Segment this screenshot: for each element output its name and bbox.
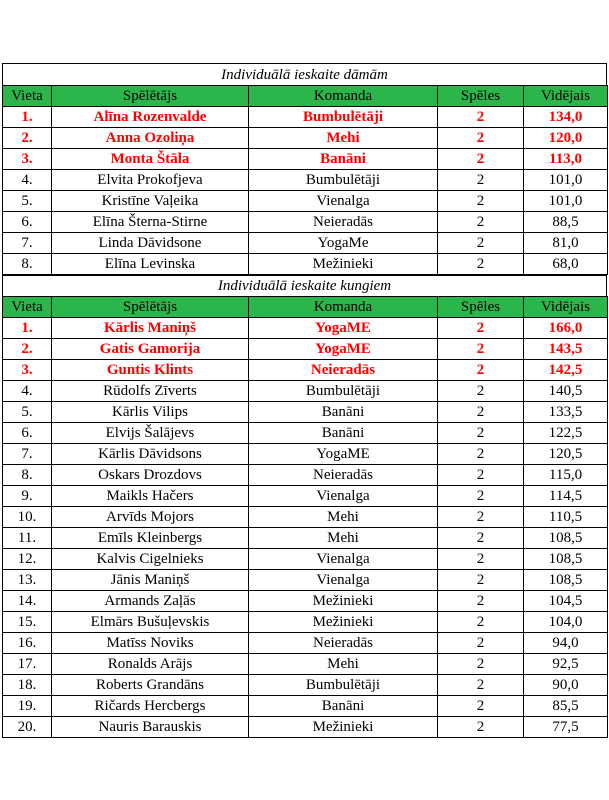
table-row xyxy=(3,318,608,339)
average-cell: 94,0 xyxy=(524,633,608,654)
table-row xyxy=(3,528,608,549)
average-cell: 104,5 xyxy=(524,591,608,612)
average-cell: 68,0 xyxy=(524,254,608,275)
place-cell: 16. xyxy=(3,633,52,654)
table-row xyxy=(3,549,608,570)
player-cell: Nauris Barauskis xyxy=(52,717,249,738)
place-cell: 1. xyxy=(3,318,52,339)
games-cell: 2 xyxy=(438,423,524,444)
table-row xyxy=(3,254,608,275)
header-team: Komanda xyxy=(249,297,438,318)
table-row xyxy=(3,360,608,381)
player-cell: Kristīne Vaļeika xyxy=(52,191,249,212)
team-cell: YogaME xyxy=(249,444,438,465)
player-cell: Elīna Šterna-Stirne xyxy=(52,212,249,233)
header-games: Spēles xyxy=(438,297,524,318)
games-cell: 2 xyxy=(438,528,524,549)
player-cell: Elmārs Bušuļevskis xyxy=(52,612,249,633)
player-cell: Elvijs Šalājevs xyxy=(52,423,249,444)
place-cell: 1. xyxy=(3,107,52,128)
header-place: Vieta xyxy=(3,297,52,318)
women-results-table xyxy=(2,85,608,275)
team-cell: Mežinieki xyxy=(249,612,438,633)
games-cell: 2 xyxy=(438,170,524,191)
women-header-row xyxy=(3,86,608,107)
men-section-title: Individuālā ieskaite kungiem xyxy=(2,275,607,296)
team-cell: Neieradās xyxy=(249,465,438,486)
average-cell: 113,0 xyxy=(524,149,608,170)
table-row xyxy=(3,654,608,675)
place-cell: 12. xyxy=(3,549,52,570)
place-cell: 8. xyxy=(3,254,52,275)
place-cell: 7. xyxy=(3,233,52,254)
average-cell: 115,0 xyxy=(524,465,608,486)
average-cell: 143,5 xyxy=(524,339,608,360)
player-cell: Emīls Kleinbergs xyxy=(52,528,249,549)
games-cell: 2 xyxy=(438,633,524,654)
player-cell: Ronalds Arājs xyxy=(52,654,249,675)
games-cell: 2 xyxy=(438,570,524,591)
men-header-row xyxy=(3,297,608,318)
table-row xyxy=(3,128,608,149)
player-cell: Alīna Rozenvalde xyxy=(52,107,249,128)
table-row xyxy=(3,191,608,212)
place-cell: 3. xyxy=(3,360,52,381)
team-cell: Mehi xyxy=(249,654,438,675)
games-cell: 2 xyxy=(438,191,524,212)
place-cell: 15. xyxy=(3,612,52,633)
place-cell: 13. xyxy=(3,570,52,591)
place-cell: 2. xyxy=(3,339,52,360)
player-cell: Guntis Klints xyxy=(52,360,249,381)
place-cell: 20. xyxy=(3,717,52,738)
average-cell: 108,5 xyxy=(524,528,608,549)
average-cell: 101,0 xyxy=(524,191,608,212)
games-cell: 2 xyxy=(438,591,524,612)
team-cell: Neieradās xyxy=(249,633,438,654)
games-cell: 2 xyxy=(438,654,524,675)
average-cell: 120,5 xyxy=(524,444,608,465)
average-cell: 133,5 xyxy=(524,402,608,423)
team-cell: Mežinieki xyxy=(249,717,438,738)
team-cell: YogaME xyxy=(249,339,438,360)
average-cell: 134,0 xyxy=(524,107,608,128)
average-cell: 88,5 xyxy=(524,212,608,233)
games-cell: 2 xyxy=(438,696,524,717)
place-cell: 5. xyxy=(3,402,52,423)
table-row xyxy=(3,170,608,191)
player-cell: Ričards Hercbergs xyxy=(52,696,249,717)
team-cell: Mehi xyxy=(249,128,438,149)
table-row xyxy=(3,149,608,170)
table-row xyxy=(3,233,608,254)
games-cell: 2 xyxy=(438,465,524,486)
average-cell: 140,5 xyxy=(524,381,608,402)
table-row xyxy=(3,381,608,402)
games-cell: 2 xyxy=(438,507,524,528)
table-row xyxy=(3,402,608,423)
games-cell: 2 xyxy=(438,402,524,423)
header-games: Spēles xyxy=(438,86,524,107)
average-cell: 114,5 xyxy=(524,486,608,507)
player-cell: Roberts Grandāns xyxy=(52,675,249,696)
average-cell: 81,0 xyxy=(524,233,608,254)
table-row xyxy=(3,465,608,486)
player-cell: Jānis Maniņš xyxy=(52,570,249,591)
games-cell: 2 xyxy=(438,254,524,275)
team-cell: Vienalga xyxy=(249,191,438,212)
games-cell: 2 xyxy=(438,128,524,149)
header-average: Vidējais xyxy=(524,86,608,107)
place-cell: 19. xyxy=(3,696,52,717)
place-cell: 2. xyxy=(3,128,52,149)
average-cell: 108,5 xyxy=(524,570,608,591)
place-cell: 3. xyxy=(3,149,52,170)
games-cell: 2 xyxy=(438,339,524,360)
team-cell: Mehi xyxy=(249,507,438,528)
player-cell: Elvita Prokofjeva xyxy=(52,170,249,191)
results-document xyxy=(2,63,607,738)
table-row xyxy=(3,339,608,360)
games-cell: 2 xyxy=(438,149,524,170)
games-cell: 2 xyxy=(438,212,524,233)
team-cell: Banāni xyxy=(249,149,438,170)
average-cell: 77,5 xyxy=(524,717,608,738)
men-table-body xyxy=(3,318,608,738)
team-cell: Bumbulētāji xyxy=(249,381,438,402)
team-cell: YogaMe xyxy=(249,233,438,254)
table-row xyxy=(3,696,608,717)
table-row xyxy=(3,423,608,444)
team-cell: YogaME xyxy=(249,318,438,339)
place-cell: 6. xyxy=(3,423,52,444)
player-cell: Kalvis Cigelnieks xyxy=(52,549,249,570)
place-cell: 17. xyxy=(3,654,52,675)
place-cell: 18. xyxy=(3,675,52,696)
team-cell: Banāni xyxy=(249,696,438,717)
header-player: Spēlētājs xyxy=(52,297,249,318)
table-row xyxy=(3,444,608,465)
table-row xyxy=(3,633,608,654)
team-cell: Mehi xyxy=(249,528,438,549)
header-team: Komanda xyxy=(249,86,438,107)
games-cell: 2 xyxy=(438,717,524,738)
average-cell: 104,0 xyxy=(524,612,608,633)
place-cell: 8. xyxy=(3,465,52,486)
average-cell: 85,5 xyxy=(524,696,608,717)
player-cell: Gatis Gamorija xyxy=(52,339,249,360)
place-cell: 9. xyxy=(3,486,52,507)
place-cell: 5. xyxy=(3,191,52,212)
player-cell: Rūdolfs Zīverts xyxy=(52,381,249,402)
player-cell: Armands Zaļās xyxy=(52,591,249,612)
men-results-table xyxy=(2,296,608,738)
average-cell: 92,5 xyxy=(524,654,608,675)
team-cell: Vienalga xyxy=(249,549,438,570)
place-cell: 6. xyxy=(3,212,52,233)
games-cell: 2 xyxy=(438,486,524,507)
player-cell: Kārlis Maniņš xyxy=(52,318,249,339)
average-cell: 120,0 xyxy=(524,128,608,149)
games-cell: 2 xyxy=(438,381,524,402)
header-average: Vidējais xyxy=(524,297,608,318)
games-cell: 2 xyxy=(438,444,524,465)
average-cell: 122,5 xyxy=(524,423,608,444)
games-cell: 2 xyxy=(438,675,524,696)
table-row xyxy=(3,675,608,696)
team-cell: Banāni xyxy=(249,423,438,444)
team-cell: Bumbulētāji xyxy=(249,170,438,191)
games-cell: 2 xyxy=(438,360,524,381)
table-row xyxy=(3,486,608,507)
games-cell: 2 xyxy=(438,107,524,128)
games-cell: 2 xyxy=(438,612,524,633)
table-row xyxy=(3,591,608,612)
place-cell: 10. xyxy=(3,507,52,528)
team-cell: Bumbulētāji xyxy=(249,107,438,128)
table-row xyxy=(3,507,608,528)
place-cell: 4. xyxy=(3,381,52,402)
table-row xyxy=(3,612,608,633)
team-cell: Banāni xyxy=(249,402,438,423)
team-cell: Neieradās xyxy=(249,212,438,233)
average-cell: 101,0 xyxy=(524,170,608,191)
team-cell: Vienalga xyxy=(249,570,438,591)
women-table-body xyxy=(3,107,608,275)
place-cell: 7. xyxy=(3,444,52,465)
average-cell: 166,0 xyxy=(524,318,608,339)
place-cell: 14. xyxy=(3,591,52,612)
team-cell: Vienalga xyxy=(249,486,438,507)
player-cell: Oskars Drozdovs xyxy=(52,465,249,486)
player-cell: Linda Dāvidsone xyxy=(52,233,249,254)
table-row xyxy=(3,212,608,233)
player-cell: Arvīds Mojors xyxy=(52,507,249,528)
table-row xyxy=(3,570,608,591)
team-cell: Mežinieki xyxy=(249,254,438,275)
average-cell: 110,5 xyxy=(524,507,608,528)
player-cell: Matīss Noviks xyxy=(52,633,249,654)
team-cell: Mežinieki xyxy=(249,591,438,612)
average-cell: 108,5 xyxy=(524,549,608,570)
header-place: Vieta xyxy=(3,86,52,107)
games-cell: 2 xyxy=(438,549,524,570)
player-cell: Kārlis Vilips xyxy=(52,402,249,423)
place-cell: 4. xyxy=(3,170,52,191)
table-row xyxy=(3,107,608,128)
player-cell: Kārlis Dāvidsons xyxy=(52,444,249,465)
team-cell: Neieradās xyxy=(249,360,438,381)
team-cell: Bumbulētāji xyxy=(249,675,438,696)
table-row xyxy=(3,717,608,738)
header-player: Spēlētājs xyxy=(52,86,249,107)
average-cell: 90,0 xyxy=(524,675,608,696)
average-cell: 142,5 xyxy=(524,360,608,381)
player-cell: Elīna Levinska xyxy=(52,254,249,275)
player-cell: Maikls Hačers xyxy=(52,486,249,507)
player-cell: Monta Štāla xyxy=(52,149,249,170)
women-section-title: Individuālā ieskaite dāmām xyxy=(2,63,607,85)
place-cell: 11. xyxy=(3,528,52,549)
player-cell: Anna Ozoliņa xyxy=(52,128,249,149)
games-cell: 2 xyxy=(438,233,524,254)
games-cell: 2 xyxy=(438,318,524,339)
